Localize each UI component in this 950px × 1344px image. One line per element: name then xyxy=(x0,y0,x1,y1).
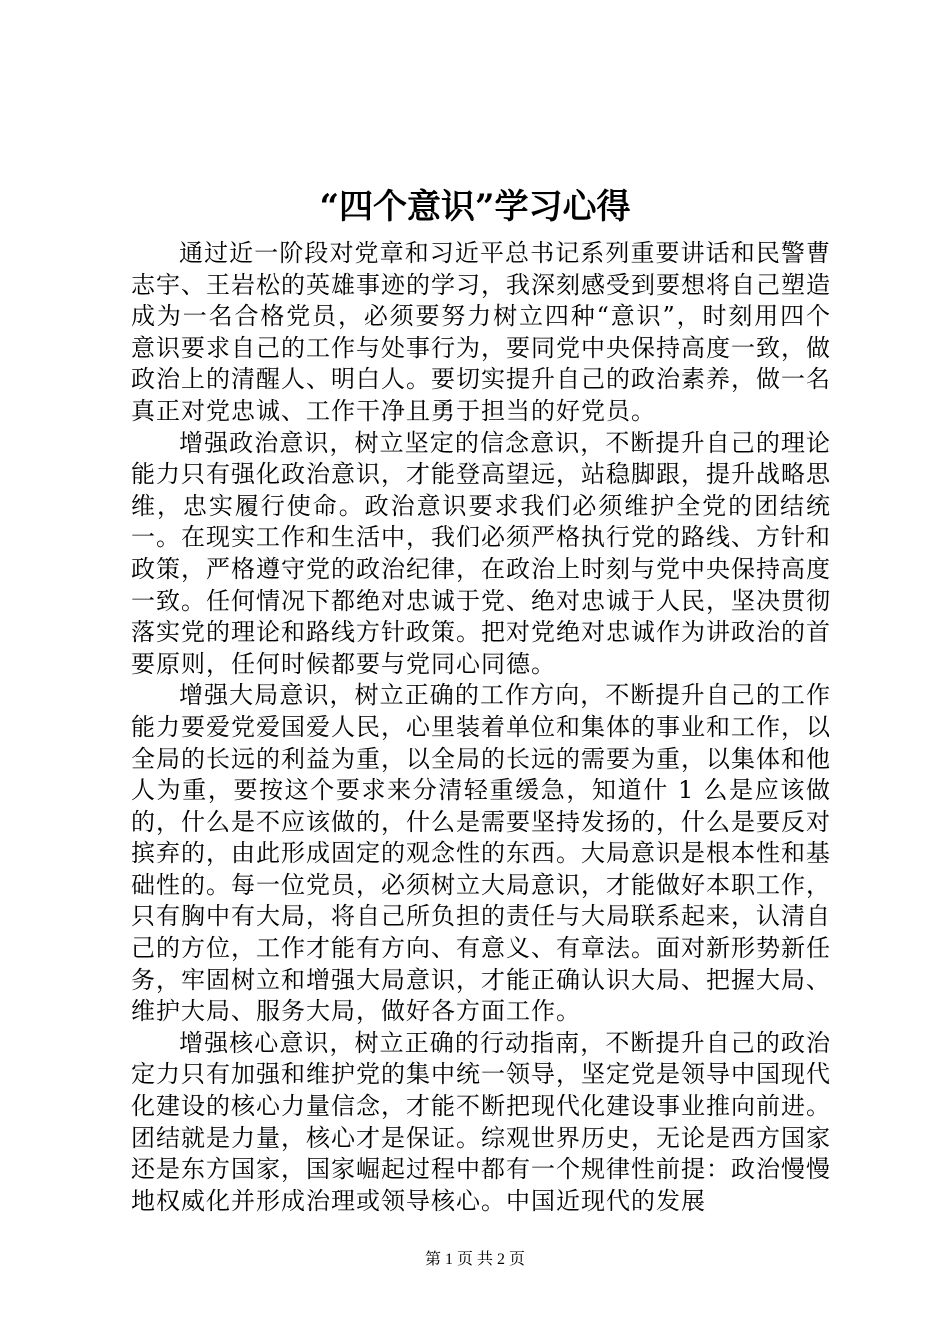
document-body xyxy=(131,238,831,1217)
paragraph: 增强核心意识，树立正确的行动指南，不断提升自己的政治定力只有加强和维护党的集中统一领导，坚定党是领导中国现代化建设的核心力量信念，才能不断把现代化建设事业推向前进。团结就是力量，核心才是保证。综观世界历史，无论是西方国家还是东方国家，国家崛起过程中都有一个规律性前提：政治慢慢地权威化并形成治理或领导核心。中国近现代的发展 xyxy=(131,1028,831,1215)
paragraph: 通过近一阶段对党章和习近平总书记系列重要讲话和民警曹志宇、王岩松的英雄事迹的学习，我深刻感受到要想将自己塑造成为一名合格党员，必须要努力树立四种“意识”，时刻用四个意识要求自己的工作与处事行为，要同党中央保持高度一致，做政治上的清醒人、明白人。要切实提升自己的政治素养，做一名真正对党忠诚、工作干净且勇于担当的好党员。 xyxy=(131,239,831,425)
document-title: “四个意识”学习心得 xyxy=(319,187,631,227)
paragraph: 增强大局意识，树立正确的工作方向，不断提升自己的工作能力要爱党爱国爱人民，心里装着单位和集体的事业和工作，以全局的长远的利益为重，以全局的长远的需要为重，以集体和他人为重，要按这个要求来分清轻重缓急，知道什 1 么是应该做的，什么是不应该做的，什么是需要坚持发扬的，什么是要反对摈弃的，由此形成固定的观念性的东西。大局意识是根本性和基础性的。每一位党员，必须树立大局意识，才能做好本职工作，只有胸中有大局，将自己所负担的责任与大局联系起来，认清自己的方位，工作才能有方向、有意义、有章法。面对新形势新任务，牢固树立和增强大局意识，才能正确认识大局、把握大局、维护大局、服务大局，做好各方面工作。 xyxy=(131,681,831,1026)
paragraph: 增强政治意识，树立坚定的信念意识，不断提升自己的理论能力只有强化政治意识，才能登高望远，站稳脚跟，提升战略思维，忠实履行使命。政治意识要求我们必须维护全党的团结统一。在现实工作和生活中，我们必须严格执行党的路线、方针和政策，严格遵守党的政治纪律，在政治上时刻与党中央保持高度一致。任何情况下都绝对忠诚于党、绝对忠诚于人民，坚决贯彻落实党的理论和路线方针政策。把对党绝对忠诚作为讲政治的首要原则，任何时候都要与党同心同德。 xyxy=(131,428,831,678)
page-footer: 第 1 页 共 2 页 xyxy=(424,1251,525,1268)
